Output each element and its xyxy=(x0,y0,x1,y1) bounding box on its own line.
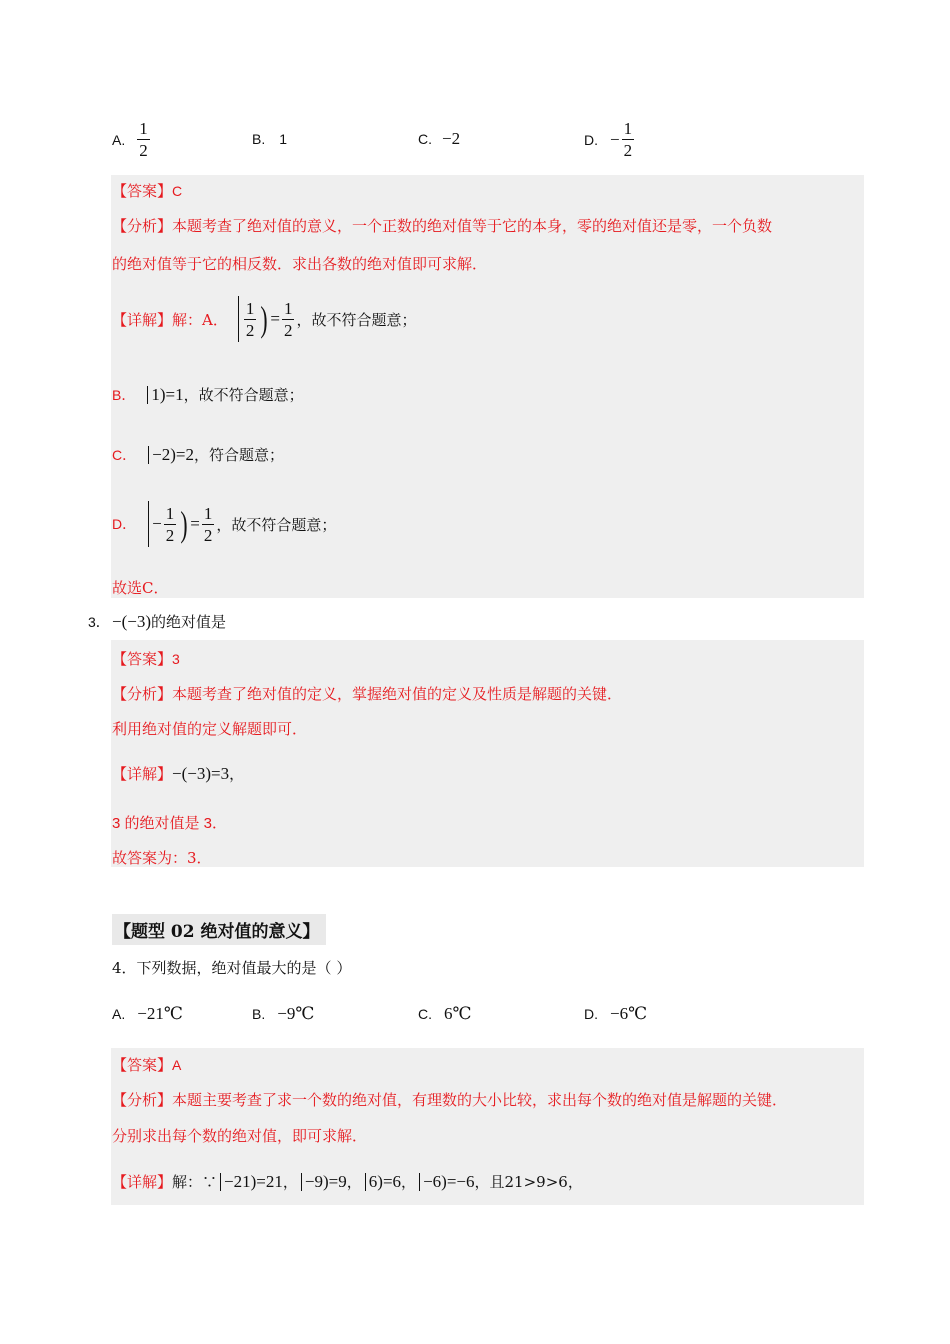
result: =9 xyxy=(328,1171,347,1191)
option-value: 6℃ xyxy=(444,1004,472,1023)
abs-inner: 6 xyxy=(368,1171,378,1191)
q2-analysis-line1 xyxy=(112,215,772,236)
fraction xyxy=(164,505,177,544)
result: =1 xyxy=(165,384,184,404)
q3-detail xyxy=(112,763,244,784)
q2-option-c xyxy=(418,129,460,149)
q4-option-b xyxy=(252,1004,314,1024)
q4-analysis-line2: 分别求出每个数的绝对值，即可求解． xyxy=(112,1127,368,1145)
result: =6 xyxy=(382,1171,402,1191)
abs-bar-right: ) xyxy=(441,1171,447,1191)
q2-detail-b xyxy=(112,384,304,405)
separator: ， xyxy=(346,1173,362,1191)
abs-bar-left xyxy=(365,1173,366,1191)
detail-tag: 【详解】 xyxy=(112,310,173,329)
abs-inner: −2 xyxy=(152,444,171,464)
abs-bar-left xyxy=(148,446,149,464)
option-label: B． xyxy=(112,386,136,403)
q4-option-d xyxy=(584,1004,647,1024)
option-label: C. xyxy=(418,1006,432,1022)
abs-bar-right: ) xyxy=(323,1171,329,1191)
detail-text: ，符合题意； xyxy=(193,446,284,464)
option-value: −6℃ xyxy=(610,1004,648,1023)
abs-bar-right: ) xyxy=(250,1171,257,1191)
q3-line2: 3 的绝对值是 3． xyxy=(112,815,228,832)
abs-inner: −6 xyxy=(423,1171,442,1191)
result: =21 xyxy=(256,1171,283,1191)
denominator: 2 xyxy=(139,141,148,160)
question-number: 3． xyxy=(88,613,110,630)
denominator: 2 xyxy=(623,141,633,160)
q2-analysis-line2: 的绝对值等于它的相反数．求出各数的绝对值即可求解． xyxy=(112,255,488,273)
option-value: −2 xyxy=(442,129,461,148)
abs-bar-right: ) xyxy=(180,504,188,544)
q2-detail-c xyxy=(112,444,284,465)
option-label: A. xyxy=(112,131,126,148)
result: =2 xyxy=(175,444,194,464)
abs-bar-left xyxy=(419,1173,420,1191)
fraction xyxy=(202,505,215,544)
detail-math: −(−3)=3 xyxy=(172,763,230,783)
answer-tag: 【答案】 xyxy=(112,650,173,668)
q2-answer xyxy=(112,180,182,201)
fraction xyxy=(137,120,150,159)
option-label: C. xyxy=(418,131,432,147)
answer-value: 3 xyxy=(172,651,180,667)
q2-option-b xyxy=(252,131,287,147)
minus-sign: − xyxy=(610,129,620,149)
answer-tag: 【答案】 xyxy=(112,1056,173,1074)
numerator: 1 xyxy=(165,503,175,523)
analysis-tag: 【分析】 xyxy=(112,685,173,703)
abs-bar-left xyxy=(301,1173,302,1191)
abs-inner: −21 xyxy=(224,1171,251,1191)
option-label: D． xyxy=(112,516,137,532)
numerator: 1 xyxy=(245,298,255,318)
abs-bar-left xyxy=(220,1173,221,1191)
q4-stem: 4．下列数据，绝对值最大的是（ ） xyxy=(112,959,352,977)
detail-text: ，故不符合题意； xyxy=(183,386,304,404)
detail-end: ，且21>9>6， xyxy=(474,1173,583,1191)
option-value: 1 xyxy=(279,131,288,147)
fraction xyxy=(244,300,257,339)
q3-answer xyxy=(112,648,180,669)
abs-bar-right: ) xyxy=(159,384,166,404)
q4-analysis-line1 xyxy=(112,1089,787,1110)
option-label: B. xyxy=(252,1006,266,1022)
equals: = xyxy=(270,309,280,328)
result: =−6 xyxy=(446,1171,475,1191)
numerator: 1 xyxy=(623,119,633,138)
detail-end: ， xyxy=(229,765,245,783)
fraction xyxy=(282,300,295,339)
q2-detail-a xyxy=(112,296,416,342)
q4-option-a xyxy=(112,1004,183,1024)
option-label: D. xyxy=(584,131,598,148)
detail-prefix: 解：∵ xyxy=(172,1173,218,1191)
separator: ， xyxy=(282,1173,298,1191)
minus-sign: − xyxy=(152,514,162,533)
analysis-tag: 【分析】 xyxy=(112,1091,173,1109)
abs-bar-right: ) xyxy=(260,299,268,339)
abs-inner: −9 xyxy=(304,1171,323,1191)
section-title: 【题型 02 绝对值的意义】 xyxy=(112,914,326,945)
fraction xyxy=(622,120,635,159)
q4-option-c xyxy=(418,1004,472,1024)
q2-option-a xyxy=(112,120,152,159)
stem-math: −(−3) xyxy=(112,611,151,631)
q3-analysis-line2: 利用绝对值的定义解题即可． xyxy=(112,720,308,738)
detail-tag: 【详解】 xyxy=(112,765,173,783)
analysis-text: 本题主要考查了求一个数的绝对值，有理数的大小比较，求出每个数的绝对值是解题的关键． xyxy=(172,1091,788,1109)
detail-prefix: 解：A． xyxy=(172,310,228,329)
q3-line3: 故答案为：3． xyxy=(112,849,212,867)
answer-value: C xyxy=(172,183,183,199)
denominator: 2 xyxy=(245,320,255,340)
option-value: −9℃ xyxy=(277,1004,315,1023)
answer-value: A xyxy=(172,1057,182,1073)
detail-text: ，故不符合题意； xyxy=(216,515,337,534)
abs-bar-left xyxy=(148,501,149,547)
abs-bar-left xyxy=(147,386,148,404)
detail-tag: 【详解】 xyxy=(112,1173,173,1191)
stem-text: 的绝对值是 xyxy=(151,613,227,631)
denominator: 2 xyxy=(165,525,175,545)
option-label: C． xyxy=(112,446,137,463)
option-label: B. xyxy=(252,131,266,147)
denominator: 2 xyxy=(283,320,293,340)
q3-analysis-line1 xyxy=(112,683,622,704)
option-label: A. xyxy=(112,1006,126,1022)
q3-stem xyxy=(88,611,226,632)
abs-inner: 1 xyxy=(151,384,160,404)
abs-bar-right: ) xyxy=(170,444,176,464)
q2-conclusion: 故选C． xyxy=(112,579,169,597)
denominator: 2 xyxy=(203,525,213,545)
analysis-text: 本题考查了绝对值的意义，一个正数的绝对值等于它的本身，零的绝对值还是零，一个负数 xyxy=(172,217,773,235)
option-label: D. xyxy=(584,1006,598,1022)
detail-text: ，故不符合题意； xyxy=(296,310,417,329)
option-value: −21℃ xyxy=(137,1004,183,1023)
abs-bar-left xyxy=(238,296,239,342)
answer-tag: 【答案】 xyxy=(112,182,173,200)
analysis-text: 本题考查了绝对值的定义，掌握绝对值的定义及性质是解题的关键． xyxy=(172,685,623,703)
q4-detail xyxy=(112,1171,583,1192)
abs-bar-right: ) xyxy=(377,1171,383,1191)
numerator: 1 xyxy=(203,503,213,523)
equals: = xyxy=(190,514,200,533)
q4-answer xyxy=(112,1054,181,1075)
analysis-tag: 【分析】 xyxy=(112,217,173,235)
separator: ， xyxy=(401,1173,417,1191)
numerator: 1 xyxy=(139,119,148,138)
q2-option-d xyxy=(584,120,636,159)
q2-detail-d xyxy=(112,501,336,547)
numerator: 1 xyxy=(283,298,293,318)
